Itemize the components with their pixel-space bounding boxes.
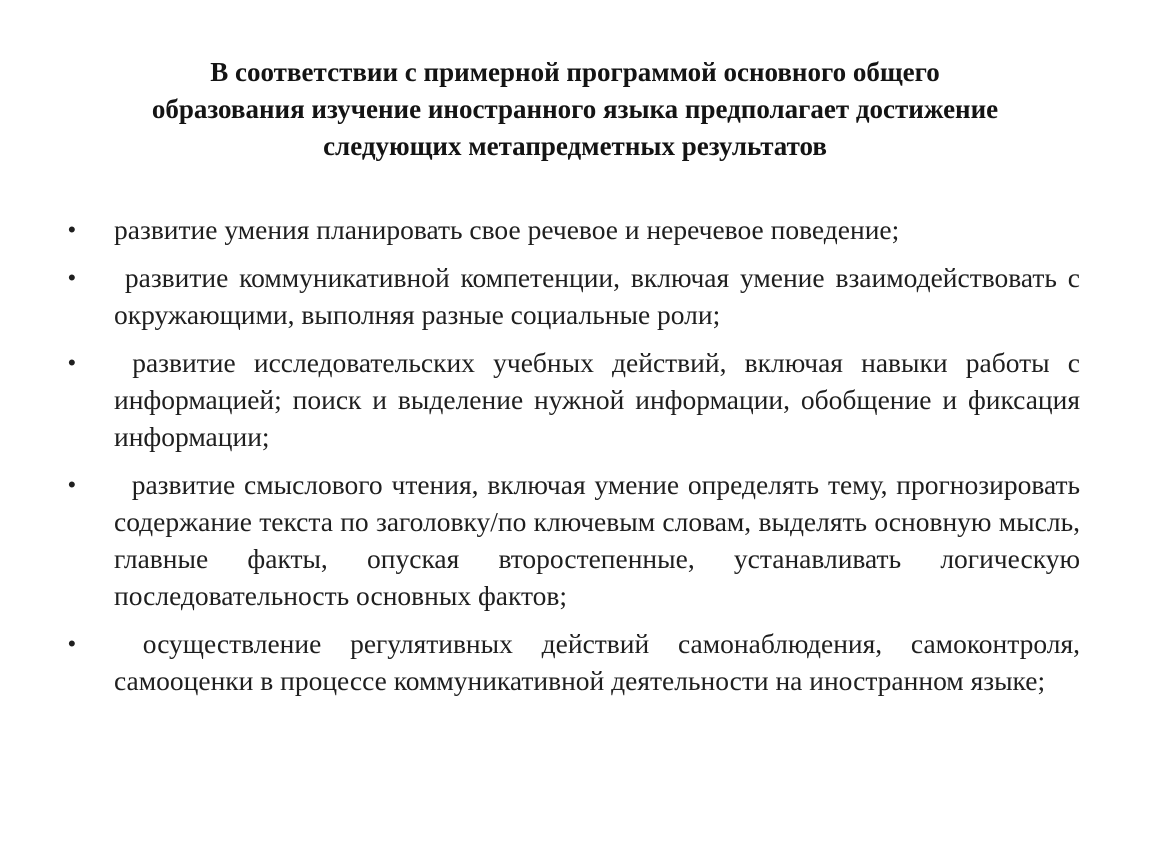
title-line-1: В соответствии с примерной программой основного общего bbox=[210, 57, 940, 87]
bullet-icon: • bbox=[68, 350, 76, 375]
list-item-text: развитие смыслового чтения, включая умение определять тему, прогнозировать содержание текста по заголовку/по ключевым словам, выделять основную мысль, главные факты, опуская второстепенные, устанавливать логическую последовательность основных фактов; bbox=[114, 469, 1087, 611]
list-item-text: развитие умения планировать свое речевое и неречевое поведение; bbox=[114, 214, 900, 245]
list-item-text: развитие исследовательских учебных действий, включая навыки работы с информацией; поиск и выделение нужной информации, обобщение и фиксация информации; bbox=[114, 347, 1087, 452]
title-line-2: образования изучение иностранного языка предполагает достижение bbox=[151, 94, 999, 124]
list-item bbox=[66, 344, 1087, 455]
list-item-text: развитие коммуникативной компетенции, включая умение взаимодействовать с окружающими, выполняя разные социальные роли; bbox=[114, 262, 1087, 330]
list-item bbox=[66, 625, 1087, 699]
slide-title bbox=[60, 54, 1090, 165]
title-line-3: следующих метапредметных результатов bbox=[323, 131, 827, 161]
list-item bbox=[66, 211, 1080, 248]
bullet-icon: • bbox=[68, 631, 76, 656]
list-item bbox=[66, 466, 1087, 614]
list-item bbox=[66, 259, 1087, 333]
bullet-icon: • bbox=[68, 217, 76, 242]
bullet-icon: • bbox=[68, 472, 76, 497]
list-item-text: осуществление регулятивных действий самонаблюдения, самоконтроля, самооценки в процессе коммуникативной деятельности на иностранном языке; bbox=[114, 628, 1087, 696]
bullet-icon: • bbox=[68, 265, 76, 290]
results-list bbox=[66, 211, 1087, 710]
